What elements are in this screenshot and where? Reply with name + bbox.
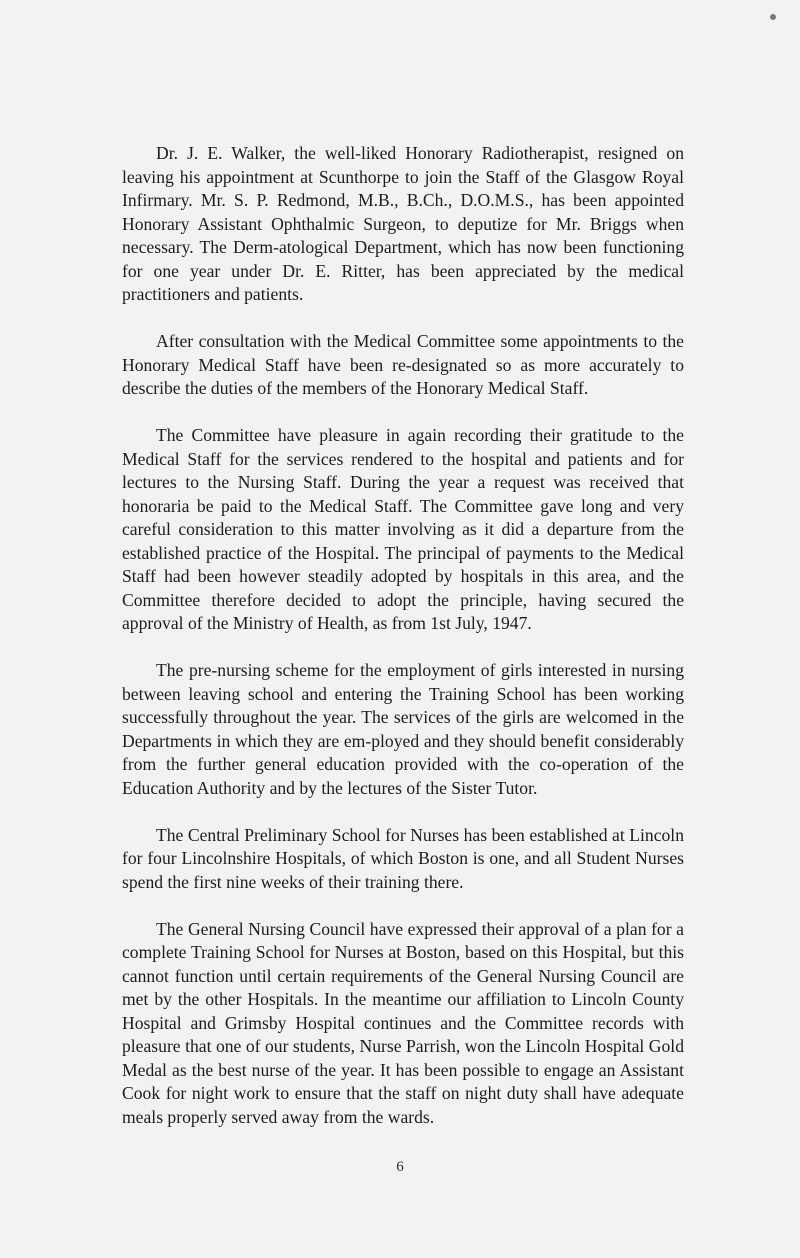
paragraph-preliminary-school: The Central Preliminary School for Nurses has been established at Lincoln for four Lincolnshire Hospitals, of which Boston is one, and all Student Nurses spend the first nine weeks of their training there.	[122, 824, 684, 892]
page-number: 6	[396, 1159, 404, 1175]
paragraph-nursing-council: The General Nursing Council have expressed their approval of a plan for a complete Training School for Nurses at Boston, based on this Hospital, but this cannot function until certain requirements of the General Nursing Council are met by the other Hospitals. In the meantime our affiliation to Lincoln County Hospital and Grimsby Hospital continues and the Committee records with pleasure that one of our students, Nurse Parrish, won the Lincoln Hospital Gold Medal as the best nurse of the year. It has been possible to engage an Assistant Cook for night work to ensure that the staff on night duty shall have adequate meals properly served away from the wards.	[122, 918, 684, 1127]
paragraph-honoraria: The Committee have pleasure in again recording their gratitude to the Medical Staff for the services rendered to the hospital and patients and for lectures to the Nursing Staff. During the year a request was received that honoraria be paid to the Medical Staff. The Committee gave long and very careful consideration to this matter involving as it did a departure from the established practice of the Hospital. The principal of payments to the Medical Staff had been however steadily adopted by hospitals in this area, and the Committee therefore decided to adopt the principle, having secured the approval of the Ministry of Health, as from 1st July, 1947.	[122, 425, 684, 633]
body-text	[122, 142, 684, 1129]
paragraph-medical-committee: After consultation with the Medical Committee some appointments to the Honorary Medical Staff have been re-designated so as more accurately to describe the duties of the members of the Honorary Medical Staff.	[122, 331, 684, 398]
paragraph-walker-resignation: Dr. J. E. Walker, the well-liked Honorary Radiotherapist, resigned on leaving his appointment at Scunthorpe to join the Staff of the Glasgow Royal Infirmary. Mr. S. P. Redmond, M.B., B.Ch., D.O.M.S., has been appointed Honorary Assistant Ophthalmic Surgeon, to deputize for Mr. Briggs when necessary. The Derm-atological Department, which has now been functioning for one year under Dr. E. Ritter, has been appreciated by the medical practitioners and patients.	[122, 143, 684, 304]
scan-speck	[770, 14, 776, 20]
paragraph-pre-nursing: The pre-nursing scheme for the employment of girls interested in nursing between leaving school and entering the Training School has been working successfully throughout the year. The services of the girls are welcomed in the Departments in which they are em-ployed and they should benefit considerably from the further general education provided with the co-operation of the Education Authority and by the lectures of the Sister Tutor.	[122, 660, 684, 798]
